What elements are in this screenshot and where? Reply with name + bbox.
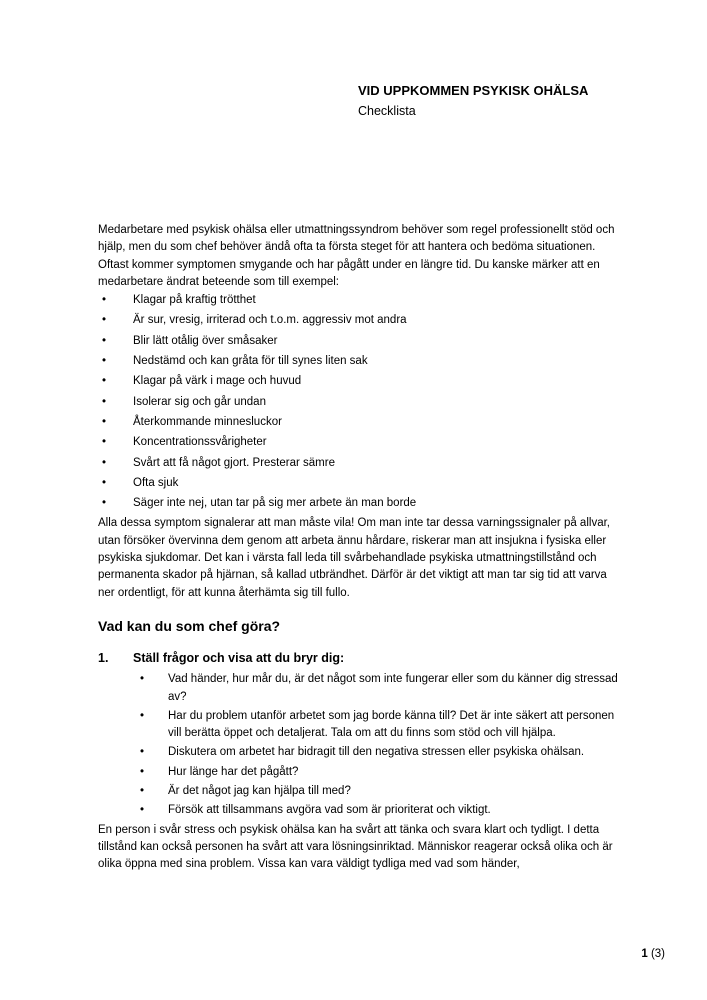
symptom-list: [98, 292, 621, 512]
section-heading: Vad kan du som chef göra?: [98, 617, 281, 634]
page-number: [641, 946, 665, 963]
list-item: • Återkommande minnesluckor: [98, 414, 621, 431]
page-number-total: (3): [650, 948, 665, 960]
document-subtitle: Checklista: [358, 104, 416, 118]
list-item: • Nedstämd och kan gråta för till synes liten sak: [98, 353, 621, 370]
list-item: • Har du problem utanför arbetet som jag borde känna till? Det är inte säkert att personen vill berätta öppet och detaljerat. Tala om att du finns som stöd och vill hjälpa.: [98, 708, 621, 743]
page-number-current: 1: [641, 948, 648, 960]
paragraph-closing: En person i svår stress och psykisk ohälsa kan ha svårt att tänka och svara klart och tydligt. I detta tillstånd kan också personen ha svårt att vara lösningsinriktad. Människor reagerar också olika och är olika öppna med sina problem. Vissa kan vara väldigt tydliga med vad som händer,: [98, 823, 613, 871]
step-1-list: [98, 671, 621, 819]
list-item: • Koncentrationssvårigheter: [98, 434, 621, 451]
list-item: • Hur länge har det pågått?: [98, 764, 621, 781]
list-item: • Säger inte nej, utan tar på sig mer arbete än man borde: [98, 495, 621, 512]
list-item: • Ofta sjuk: [98, 475, 621, 492]
paragraph-warning: Alla dessa symptom signalerar att man måste vila! Om man inte tar dessa varningssignaler på allvar, utan försöker övervinna dem genom att arbeta ännu hårdare, riskerar man att insjukna i fysiska eller psykiska sjukdomar. Det kan i värsta fall leda till svårbehandlade psykiska utmattningstillstånd och permanenta skador på hjärnan, så kallad utbrändhet. Därför är det viktigt att man tar sig tid att varva ner ordentligt, för att kunna återhämta sig till fullo.: [98, 517, 610, 599]
list-item: • Försök att tillsammans avgöra vad som är prioriterat och viktigt.: [98, 802, 621, 819]
list-item: • Klagar på kraftig trötthet: [98, 292, 621, 309]
step-1-number: 1.: [98, 650, 109, 665]
list-item: • Isolerar sig och går undan: [98, 394, 621, 411]
document-title: VID UPPKOMMEN PSYKISK OHÄLSA: [358, 83, 589, 98]
list-item: • Blir lätt otålig över småsaker: [98, 333, 621, 350]
list-item: • Är sur, vresig, irriterad och t.o.m. aggressiv mot andra: [98, 312, 621, 329]
document-body: [98, 0, 621, 874]
step-1-title: Ställ frågor och visa att du bryr dig:: [133, 650, 345, 665]
step-1-heading: [98, 650, 621, 667]
paragraph-symptoms-intro: Oftast kommer symptomen smygande och har pågått under en längre tid. Du kanske märker att en medarbetare ändrat beteende som till exempel:: [98, 258, 600, 288]
list-item: • Svårt att få något gjort. Presterar sämre: [98, 455, 621, 472]
list-item: • Vad händer, hur mår du, är det något som inte fungerar eller som du känner dig stressad av?: [98, 671, 621, 706]
list-item: • Är det något jag kan hjälpa till med?: [98, 783, 621, 800]
paragraph-intro: Medarbetare med psykisk ohälsa eller utmattningssyndrom behöver som regel professionellt stöd och hjälp, men du som chef behöver ändå ofta ta första steget för att hantera och bedöma situationen.: [98, 224, 615, 254]
list-item: • Klagar på värk i mage och huvud: [98, 373, 621, 390]
list-item: • Diskutera om arbetet har bidragit till den negativa stressen eller psykiska ohälsan.: [98, 744, 621, 761]
